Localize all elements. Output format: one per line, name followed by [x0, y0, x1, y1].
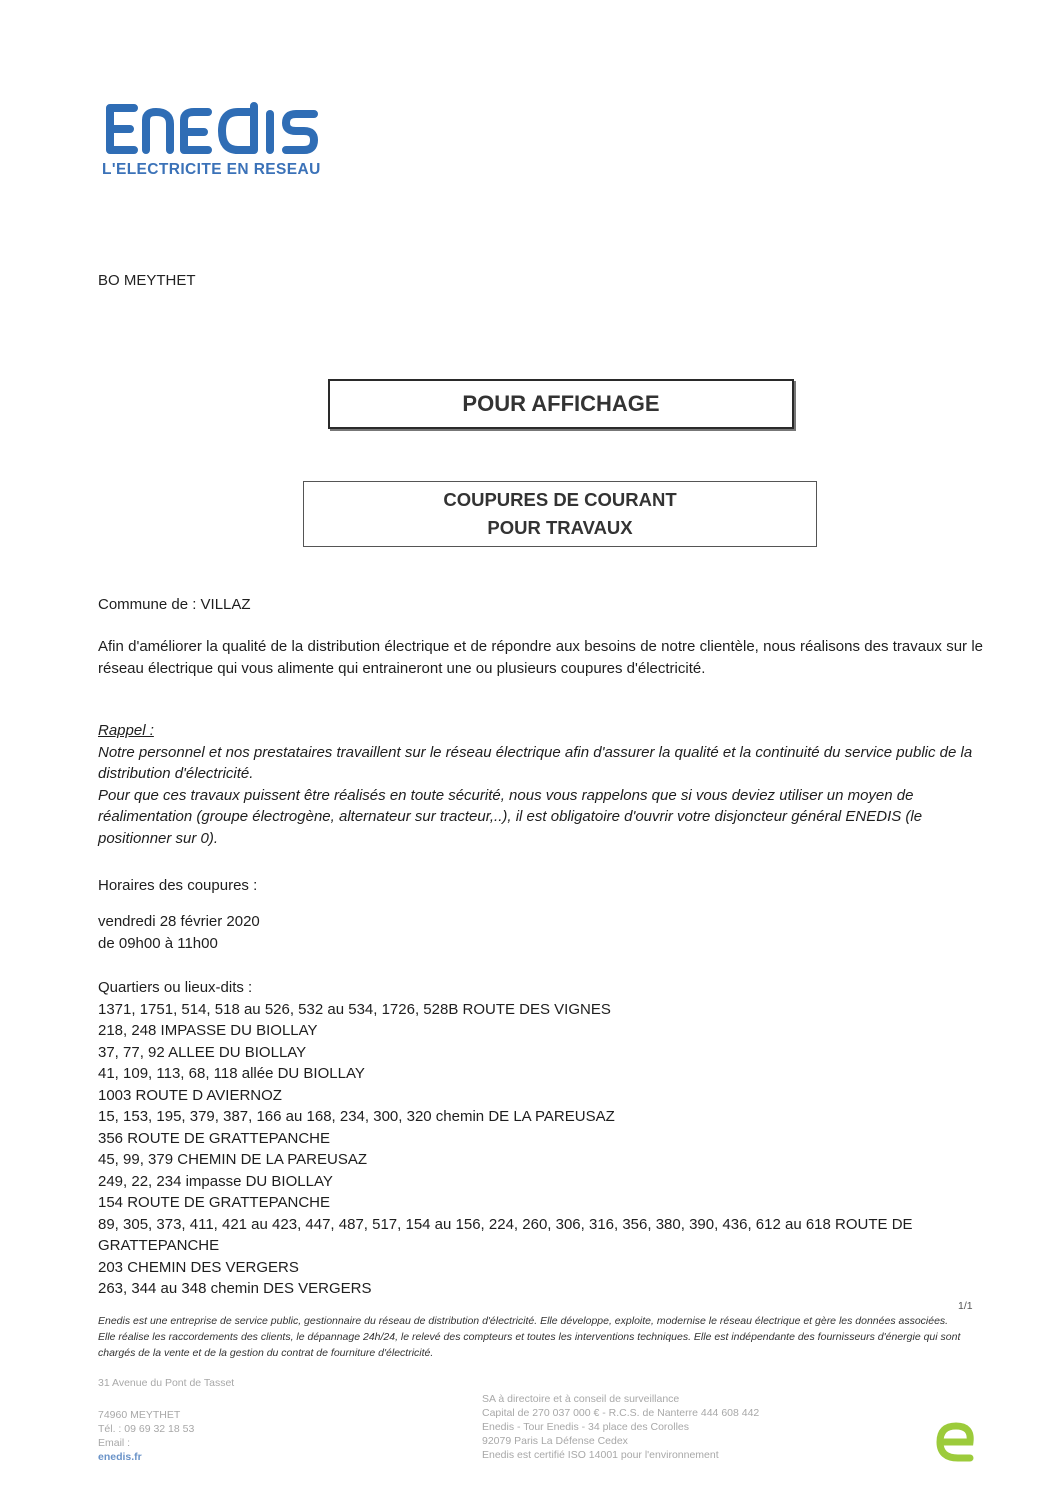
footer-address-block	[98, 1376, 234, 1464]
logo-tagline: L'ELECTRICITE EN RESEAU	[102, 161, 321, 178]
quartier-item: 15, 153, 195, 379, 387, 166 au 168, 234, 300, 320 chemin DE LA PAREUSAZ	[98, 1108, 615, 1125]
rappel-paragraph-1: Notre personnel et nos prestataires travaillent sur le réseau électrique afin d'assurer la qualité et la continuité du service public de la distribution d'électricité.	[98, 743, 973, 782]
quartier-item: 1003 ROUTE D AVIERNOZ	[98, 1086, 282, 1104]
footer-legal-2: Capital de 270 037 000 € - R.C.S. de Nanterre 444 608 442	[482, 1407, 760, 1419]
quartier-item: 203 CHEMIN DES VERGERS	[98, 1258, 299, 1276]
quartier-item: 45, 99, 379 CHEMIN DE LA PAREUSAZ	[98, 1151, 367, 1168]
coupures-heading-box	[303, 481, 817, 547]
footer-disclaimer: Enedis est une entreprise de service public, gestionnaire du réseau de distribution d'électricité. Elle développe, exploite, modernise le réseau électrique et gère les données associées. Elle réalise les raccordements des clients, le dépannage 24h/24, le relevé des compteurs et toutes les interventions techniques. Elle est indépendante des fournisseurs d'énergie qui sont chargés de la vente et de la gestion du contrat de fourniture d'électricité.	[98, 1315, 961, 1359]
quartiers-list	[98, 999, 983, 1300]
enedis-logo	[100, 98, 332, 158]
outage-date: vendredi 28 février 2020	[98, 913, 260, 930]
rappel-section	[98, 720, 983, 849]
horaires-label: Horaires des coupures :	[98, 877, 258, 894]
footer-legal-1: SA à directoire et à conseil de surveillance	[482, 1393, 680, 1405]
quartier-item: 356 ROUTE DE GRATTEPANCHE	[98, 1129, 330, 1147]
quartier-item: 1371, 1751, 514, 518 au 526, 532 au 534, 1726, 528B ROUTE DES VIGNES	[98, 1000, 611, 1018]
page-number: 1/1	[958, 1300, 973, 1312]
footer-address-line1: 31 Avenue du Pont de Tasset	[98, 1377, 235, 1389]
quartier-item: 41, 109, 113, 68, 118 allée DU BIOLLAY	[98, 1065, 365, 1082]
quartiers-label: Quartiers ou lieux-dits :	[98, 979, 253, 996]
coupures-heading-line1: COUPURES DE COURANT	[443, 489, 677, 510]
quartier-item: 218, 248 IMPASSE DU BIOLLAY	[98, 1022, 318, 1039]
footer-legal-block	[482, 1392, 759, 1462]
quartier-item: 249, 22, 234 impasse DU BIOLLAY	[98, 1172, 333, 1190]
quartier-item: 37, 77, 92 ALLEE DU BIOLLAY	[98, 1043, 307, 1061]
quartiers-section	[98, 977, 983, 1300]
footer-legal-4: 92079 Paris La Défense Cedex	[482, 1435, 628, 1447]
footer-phone: Tél. : 09 69 32 18 53	[98, 1423, 195, 1435]
rappel-paragraph-2: Pour que ces travaux puissent être réalisés en toute sécurité, nous vous rappelons que si vous deviez utiliser un moyen de réalimentation (groupe électrogène, alternateur sur tracteur,..), il est obligatoire d'ouvrir votre disjoncteur général ENEDIS (le positionner sur 0).	[98, 786, 923, 847]
footer-website[interactable]: enedis.fr	[98, 1451, 142, 1463]
outage-time: de 09h00 à 11h00	[98, 934, 218, 952]
commune-line: Commune de : VILLAZ	[98, 596, 251, 613]
quartier-item: 263, 344 au 348 chemin DES VERGERS	[98, 1280, 372, 1297]
intro-paragraph: Afin d'améliorer la qualité de la distribution électrique et de répondre aux besoins de notre clientèle, nous réalisons des travaux sur le réseau électrique qui vous alimente qui entraineront une ou plusieurs coupures d'électricité.	[98, 638, 983, 677]
rappel-title: Rappel :	[98, 722, 154, 739]
affichage-heading-box	[328, 379, 794, 429]
sender-office: BO MEYTHET	[98, 272, 196, 289]
enedis-e-icon	[928, 1414, 984, 1470]
footer-legal-5: Enedis est certifié ISO 14001 pour l'environnement	[482, 1449, 719, 1461]
coupures-heading-line2: POUR TRAVAUX	[487, 517, 633, 538]
footer-address-line2: 74960 MEYTHET	[98, 1409, 181, 1421]
quartier-item: 154 ROUTE DE GRATTEPANCHE	[98, 1194, 330, 1211]
outage-schedule	[98, 911, 983, 954]
footer-legal-3: Enedis - Tour Enedis - 34 place des Corolles	[482, 1421, 690, 1433]
footer-email: Email :	[98, 1437, 131, 1449]
affichage-heading: POUR AFFICHAGE	[462, 391, 660, 416]
quartier-item: 89, 305, 373, 411, 421 au 423, 447, 487, 517, 154 au 156, 224, 260, 306, 316, 356, 380, 390, 436, 612 au 618 ROUTE DE GRATTEPANCHE	[98, 1215, 913, 1254]
